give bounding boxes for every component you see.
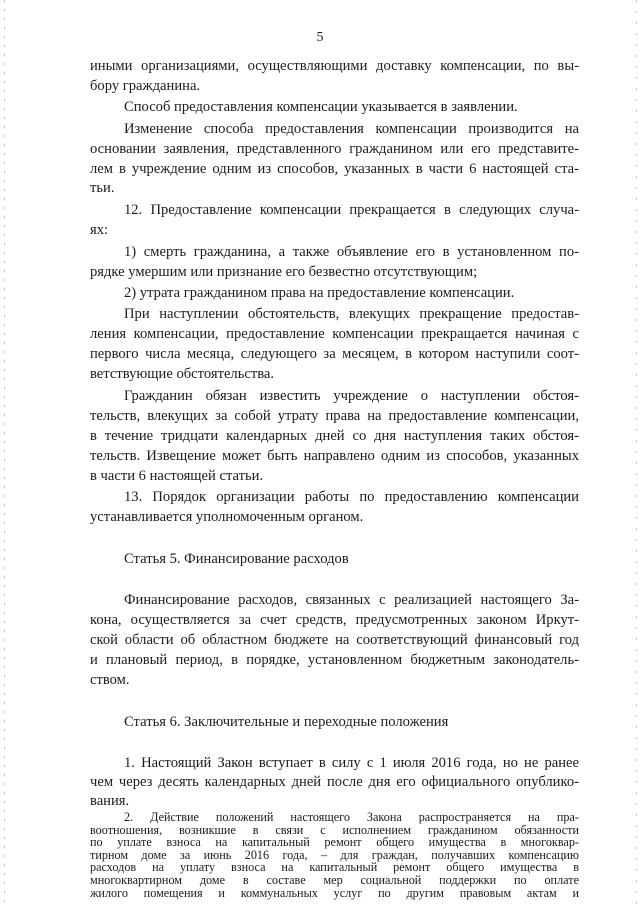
text-line: устанавливается уполномоченным органом. [90,509,364,525]
text-line: лем в учреждение одним из способов, указанных в части 6 настоящей ста- [90,161,579,177]
text-line: чем через десять календарных дней после дня его официального опублико- [90,774,579,790]
text-line: в течение тридцати календарных дней со дня наступления таких обстоя- [90,428,579,444]
text-line: ством. [90,672,130,688]
text-line: расходов на уплату взноса на капитальный ремонт общего имущества в [90,860,579,875]
article-heading: Статья 6. Заключительные и переходные положения [124,714,449,730]
text-line: ления компенсации, предоставление компенсации прекращается начиная с [90,326,579,342]
text-line: 12. Предоставление компенсации прекращается в следующих случа- [124,202,579,218]
text-line: первого числа месяца, следующего за месяцем, в котором наступили соот- [90,346,579,362]
text-line: вания. [90,793,130,809]
text-line: 13. Порядок организации работы по предоставлению компенсации [124,489,579,505]
text-line: тельств. Извещение может быть направлено одним из способов, указанных [90,448,579,464]
text-line: тьи. [90,180,115,196]
text-line: ях: [90,222,109,238]
text-line: ветствующие обстоятельства. [90,366,275,382]
text-line: 2) утрата гражданином права на предоставление компенсации. [124,285,515,301]
text-line: При наступлении обстоятельств, влекущих прекращение предостав- [124,306,579,322]
page-number: 5 [316,30,324,45]
text-line: рядке умершим или признание его безвестно отсутствующим; [90,264,478,280]
text-line: по уплате взноса на капитальный ремонт общего имущества в многоквар- [90,835,579,850]
text-line: Способ предоставления компенсации указывается в заявлении. [124,99,518,115]
text-line: тельств, влекущих за собой утрату права на предоставление компенсации, [90,408,579,424]
text-line: кона, осуществляется за счет средств, предусмотренных законом Иркут- [90,612,579,628]
text-line: Финансирование расходов, связанных с реализацией настоящего За- [124,592,579,608]
text-line: жилого помещения и коммунальных услуг по другим правовым актам и [90,885,579,900]
text-line: Изменение способа предоставления компенсации производится на [124,121,579,137]
text-line: 1) смерть гражданина, а также объявление его в установленном по- [124,244,579,260]
text-line: многоквартирном доме в составе мер социальной поддержки по оплате [90,873,579,887]
article-heading: Статья 5. Финансирование расходов [124,551,349,567]
text-line: ской области об областном бюджете на соответствующий финансовый год [90,632,579,648]
text-line: Гражданин обязан известить учреждение о наступлении обстоя- [124,388,579,404]
text-line: и плановый период, в порядке, установленном бюджетным законодатель- [90,652,579,668]
text-line: 1. Настоящий Закон вступает в силу с 1 июля 2016 года, но не ранее [124,755,579,771]
text-line: 2. Действие положений настоящего Закона распространяется на пра- [124,810,579,824]
text-line: иными организациями, осуществляющими доставку компенсации, по вы- [90,58,579,74]
text-line: воотношения, возникшие в связи с исполнением гражданином обязанности [90,822,579,837]
text-line: в части 6 настоящей статьи. [90,468,264,484]
scan-edge-right [636,0,637,905]
scan-edge-left [4,0,5,905]
text-line: основании заявления, представленного гражданином или его представите- [90,141,579,157]
text-line: тирном доме за июнь 2016 года, – для граждан, получавших компенсацию [90,847,579,862]
text-line: бору гражданина. [90,78,201,94]
